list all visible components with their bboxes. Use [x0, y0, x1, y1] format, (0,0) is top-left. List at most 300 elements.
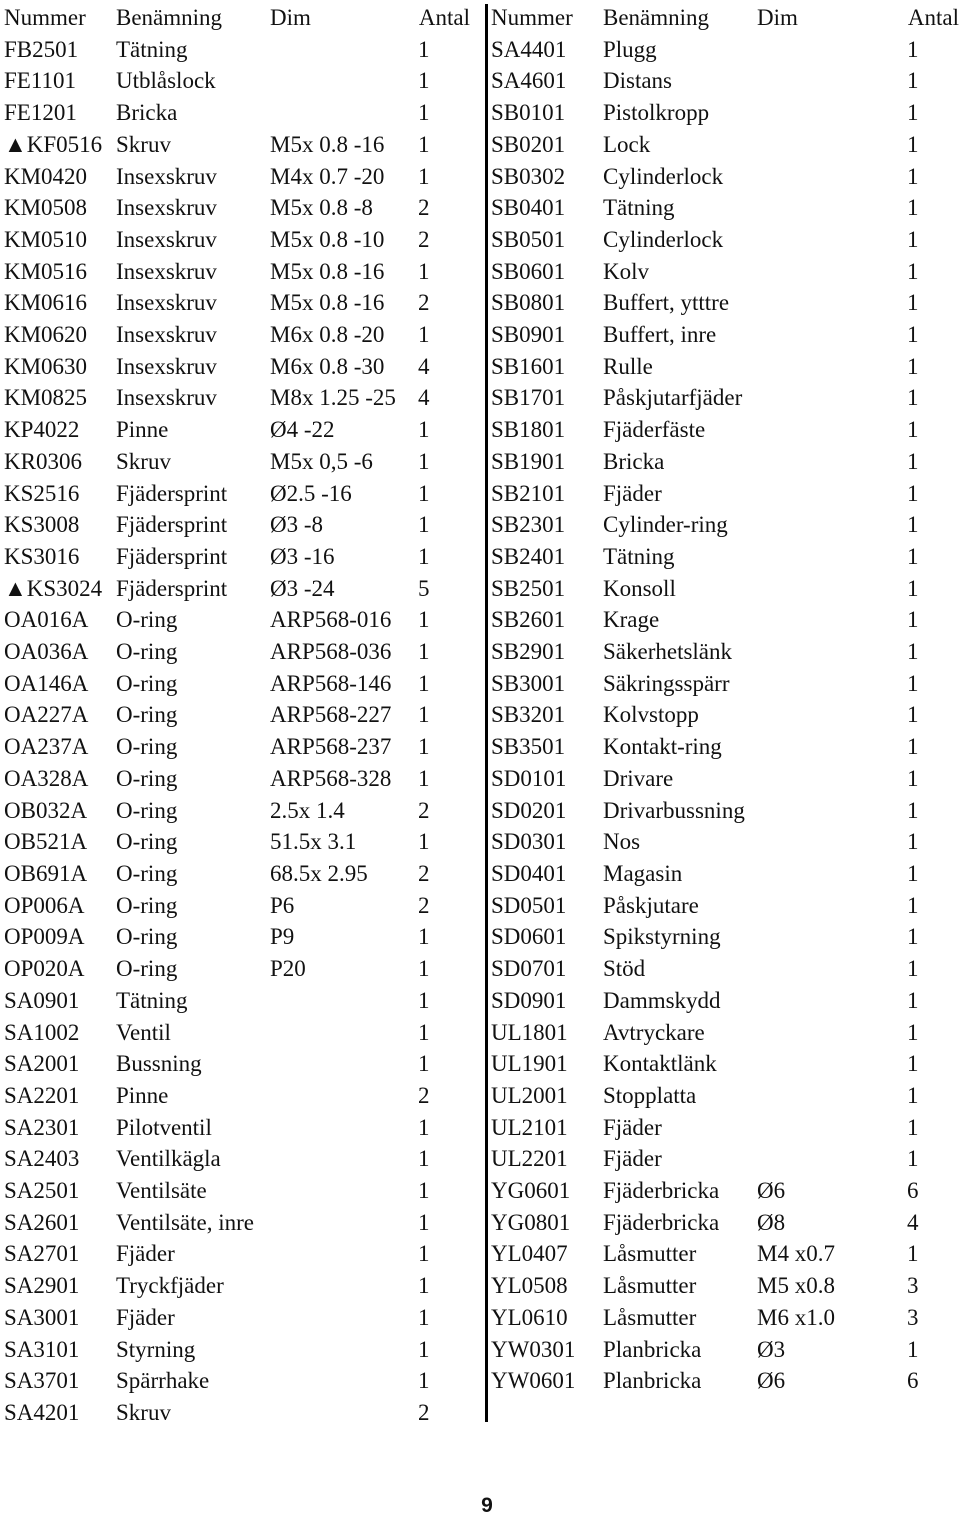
part-number: FB2501 — [4, 36, 79, 62]
part-name: Cylinderlock — [603, 226, 724, 252]
part-name: Spikstyrning — [603, 924, 721, 950]
part-dim — [757, 731, 907, 763]
table-row — [4, 256, 470, 288]
part-qty: 1 — [907, 829, 919, 855]
part-number: SB0901 — [491, 322, 566, 348]
part-name: Nos — [603, 829, 641, 855]
part-number: YW0301 — [491, 1336, 576, 1362]
part-name: Fjädersprint — [116, 543, 228, 569]
part-number: SA2701 — [4, 1241, 80, 1267]
part-qty: 1 — [907, 417, 919, 443]
parts-table-left — [4, 2, 470, 1429]
part-qty: 1 — [418, 1146, 430, 1172]
table-row — [491, 97, 959, 129]
part-number: FE1201 — [4, 100, 77, 126]
header-number: Nummer — [491, 5, 573, 30]
part-dim: M5x 0,5 -6 — [270, 448, 373, 474]
part-dim: M5x 0.8 -16 — [270, 290, 385, 316]
part-number: SA2403 — [4, 1146, 80, 1172]
part-name: Cylinderlock — [603, 163, 724, 189]
table-row — [491, 224, 959, 256]
part-dim — [270, 1302, 418, 1334]
part-qty: 1 — [907, 1082, 919, 1108]
part-name: Planbricka — [603, 1336, 702, 1362]
part-qty: 1 — [418, 322, 430, 348]
table-row — [4, 161, 470, 193]
part-name: Pistolkropp — [603, 100, 710, 126]
part-dim — [270, 1397, 418, 1429]
part-name: O-ring — [116, 829, 178, 855]
header-name: Benämning — [116, 5, 223, 30]
part-dim: ARP568-237 — [270, 734, 392, 760]
part-qty: 1 — [418, 1368, 430, 1394]
header-qty: Antal — [907, 5, 959, 30]
part-dim — [270, 97, 418, 129]
part-number: SD0501 — [491, 892, 567, 918]
part-number: KM0420 — [4, 163, 88, 189]
part-number: SD0301 — [491, 829, 567, 855]
part-qty: 1 — [418, 1178, 430, 1204]
part-qty: 1 — [907, 860, 919, 886]
part-name: Fjäderbricka — [603, 1209, 720, 1235]
table-row — [4, 921, 470, 953]
part-number: KM0620 — [4, 322, 88, 348]
table-row — [4, 1080, 470, 1112]
part-qty: 1 — [907, 100, 919, 126]
part-qty: 2 — [418, 797, 430, 823]
part-number: SB1801 — [491, 417, 566, 443]
part-number: SA2001 — [4, 1051, 80, 1077]
table-row — [491, 795, 959, 827]
part-name: Dammskydd — [603, 987, 721, 1013]
part-qty: 1 — [418, 924, 430, 950]
part-name: Buffert, inre — [603, 322, 717, 348]
part-dim: Ø3 -8 — [270, 512, 324, 538]
part-dim — [757, 668, 907, 700]
part-dim — [757, 573, 907, 605]
part-number: SA0901 — [4, 987, 80, 1013]
part-number: SA2601 — [4, 1209, 80, 1235]
table-row — [491, 1175, 959, 1207]
table-row — [491, 446, 959, 478]
part-qty: 1 — [907, 543, 919, 569]
part-name: O-ring — [116, 956, 178, 982]
part-dim — [270, 1334, 418, 1366]
part-dim: M4x 0.7 -20 — [270, 163, 385, 189]
part-dim — [757, 636, 907, 668]
table-row — [491, 668, 959, 700]
part-name: Konsoll — [603, 575, 676, 601]
table-row — [4, 351, 470, 383]
table-row — [491, 1334, 959, 1366]
table-row — [4, 668, 470, 700]
table-row — [4, 795, 470, 827]
part-qty: 1 — [907, 1114, 919, 1140]
part-qty: 1 — [418, 36, 430, 62]
part-dim: M6x 0.8 -20 — [270, 322, 385, 348]
part-number: OA036A — [4, 639, 89, 665]
part-qty: 2 — [418, 1082, 430, 1108]
part-dim: M8x 1.25 -25 — [270, 385, 396, 411]
part-name: Skruv — [116, 131, 171, 157]
part-dim — [757, 604, 907, 636]
part-dim — [757, 256, 907, 288]
table-row — [4, 1207, 470, 1239]
part-name: Fjäderfäste — [603, 417, 706, 443]
part-qty: 1 — [907, 163, 919, 189]
table-row — [4, 1143, 470, 1175]
part-dim — [757, 1017, 907, 1049]
part-number: SB1601 — [491, 353, 566, 379]
part-dim — [757, 509, 907, 541]
part-dim: Ø3 — [757, 1336, 786, 1362]
part-name: O-ring — [116, 639, 178, 665]
part-number: KM0510 — [4, 226, 88, 252]
table-row — [491, 636, 959, 668]
table-row — [491, 573, 959, 605]
part-dim: M4 x0.7 — [757, 1241, 835, 1267]
part-dim — [757, 890, 907, 922]
part-name: Kontakt-ring — [603, 734, 722, 760]
table-row — [491, 1207, 959, 1239]
table-row — [4, 699, 470, 731]
table-row — [4, 446, 470, 478]
part-name: O-ring — [116, 892, 178, 918]
part-number: UL2001 — [491, 1082, 568, 1108]
part-qty: 1 — [418, 1051, 430, 1077]
part-qty: 1 — [907, 36, 919, 62]
part-number: SB3201 — [491, 702, 566, 728]
part-qty: 1 — [418, 765, 430, 791]
table-row — [4, 858, 470, 890]
table-row — [491, 161, 959, 193]
part-qty: 1 — [418, 702, 430, 728]
part-name: Kontaktlänk — [603, 1051, 717, 1077]
part-dim — [270, 1175, 418, 1207]
part-qty: 1 — [907, 131, 919, 157]
part-qty: 1 — [907, 512, 919, 538]
part-qty: 1 — [418, 68, 430, 94]
part-dim: P9 — [270, 924, 295, 950]
table-row — [4, 731, 470, 763]
part-name: Tryckfjäder — [116, 1273, 224, 1299]
part-name: O-ring — [116, 734, 178, 760]
part-qty: 1 — [907, 765, 919, 791]
part-dim — [757, 414, 907, 446]
part-dim: M5 x0.8 — [757, 1273, 835, 1299]
part-dim: Ø3 -24 — [270, 575, 335, 601]
part-dim — [757, 953, 907, 985]
part-name: Cylinder-ring — [603, 512, 728, 538]
table-row — [491, 65, 959, 97]
table-row — [491, 890, 959, 922]
part-dim — [270, 1143, 418, 1175]
part-name: Fjäderbricka — [603, 1178, 720, 1204]
part-qty: 1 — [418, 670, 430, 696]
table-row — [4, 478, 470, 510]
part-name: Låsmutter — [603, 1304, 697, 1330]
part-name: Bussning — [116, 1051, 202, 1077]
part-name: Bricka — [116, 100, 178, 126]
table-row — [4, 129, 470, 161]
part-name: Fjädersprint — [116, 575, 228, 601]
table-row — [491, 731, 959, 763]
part-number: SA2201 — [4, 1082, 80, 1108]
part-dim — [270, 1080, 418, 1112]
table-row — [4, 636, 470, 668]
part-dim — [270, 34, 418, 66]
part-number: UL1901 — [491, 1051, 568, 1077]
part-number: SA2501 — [4, 1178, 80, 1204]
part-dim: M5x 0.8 -16 — [270, 131, 385, 157]
part-dim: ARP568-328 — [270, 765, 392, 791]
parts-table-right — [491, 2, 959, 1397]
part-dim — [270, 985, 418, 1017]
part-number: YG0801 — [491, 1209, 571, 1235]
table-row — [491, 826, 959, 858]
part-dim: ARP568-016 — [270, 607, 392, 633]
table-row — [4, 382, 470, 414]
table-header-row — [4, 2, 470, 34]
parts-list-right — [491, 34, 959, 1397]
part-dim: ARP568-036 — [270, 639, 392, 665]
part-qty: 3 — [907, 1304, 919, 1330]
table-row — [4, 1270, 470, 1302]
part-dim: Ø3 -16 — [270, 543, 335, 569]
part-dim: P20 — [270, 956, 306, 982]
part-name: Magasin — [603, 860, 683, 886]
table-row — [491, 34, 959, 66]
part-qty: 1 — [907, 290, 919, 316]
part-number: YG0601 — [491, 1178, 571, 1204]
part-name: Stopplatta — [603, 1082, 697, 1108]
part-qty: 1 — [907, 258, 919, 284]
part-name: O-ring — [116, 797, 178, 823]
part-qty: 2 — [418, 195, 430, 221]
part-dim: M6 x1.0 — [757, 1304, 835, 1330]
part-qty: 1 — [907, 1336, 919, 1362]
part-name: Bricka — [603, 448, 665, 474]
part-name: Insexskruv — [116, 195, 217, 221]
part-dim — [757, 382, 907, 414]
table-row — [491, 1048, 959, 1080]
part-qty: 3 — [907, 1273, 919, 1299]
part-dim — [757, 985, 907, 1017]
part-dim: Ø6 — [757, 1368, 786, 1394]
part-qty: 1 — [907, 956, 919, 982]
part-qty: 1 — [907, 195, 919, 221]
table-row — [4, 573, 470, 605]
table-row — [4, 34, 470, 66]
part-dim — [757, 287, 907, 319]
table-row — [4, 287, 470, 319]
part-dim — [757, 129, 907, 161]
parts-list-left — [4, 34, 470, 1429]
table-row — [491, 382, 959, 414]
table-row — [4, 985, 470, 1017]
table-row — [491, 604, 959, 636]
table-row — [491, 414, 959, 446]
part-qty: 1 — [907, 797, 919, 823]
part-qty: 1 — [418, 100, 430, 126]
part-qty: 1 — [418, 1241, 430, 1267]
part-name: Insexskruv — [116, 290, 217, 316]
part-qty: 4 — [418, 353, 430, 379]
part-qty: 1 — [418, 417, 430, 443]
header-number: Nummer — [4, 5, 86, 30]
part-name: Avtryckare — [603, 1019, 705, 1045]
part-name: Fjäder — [116, 1304, 175, 1330]
part-number: SB0401 — [491, 195, 566, 221]
part-name: Säkringsspärr — [603, 670, 730, 696]
part-dim — [757, 826, 907, 858]
column-divider — [485, 4, 488, 1422]
part-number: UL1801 — [491, 1019, 568, 1045]
part-dim: 68.5x 2.95 — [270, 860, 368, 886]
part-number: SA4601 — [491, 68, 567, 94]
part-qty: 1 — [418, 734, 430, 760]
part-number: UL2101 — [491, 1114, 568, 1140]
table-header-row — [491, 2, 959, 34]
table-row — [4, 604, 470, 636]
part-number: SA3701 — [4, 1368, 80, 1394]
part-name: Låsmutter — [603, 1273, 697, 1299]
part-name: Krage — [603, 607, 660, 633]
table-row — [491, 129, 959, 161]
table-row — [491, 541, 959, 573]
part-name: Säkerhetslänk — [603, 639, 733, 665]
table-row — [4, 1397, 470, 1429]
part-dim — [757, 921, 907, 953]
part-dim — [757, 858, 907, 890]
table-row — [4, 414, 470, 446]
part-dim — [757, 763, 907, 795]
part-number: OA328A — [4, 765, 89, 791]
part-qty: 1 — [907, 1019, 919, 1045]
table-row — [491, 478, 959, 510]
part-number: KS3016 — [4, 543, 80, 569]
part-dim — [757, 478, 907, 510]
part-name: Pinne — [116, 1082, 169, 1108]
part-dim — [757, 541, 907, 573]
part-qty: 1 — [907, 448, 919, 474]
part-dim — [270, 1048, 418, 1080]
part-qty: 1 — [418, 829, 430, 855]
table-row — [491, 287, 959, 319]
part-name: Påskjutarfjäder — [603, 385, 743, 411]
table-row — [4, 1017, 470, 1049]
part-number: YW0601 — [491, 1368, 576, 1394]
table-row — [491, 351, 959, 383]
part-number: SA3001 — [4, 1304, 80, 1330]
part-qty: 1 — [907, 892, 919, 918]
part-qty: 1 — [418, 131, 430, 157]
part-name: Tätning — [116, 36, 188, 62]
part-qty: 1 — [907, 353, 919, 379]
part-dim — [270, 1270, 418, 1302]
part-qty: 1 — [418, 512, 430, 538]
part-number: SB0101 — [491, 100, 566, 126]
part-number: OB032A — [4, 797, 88, 823]
part-number: UL2201 — [491, 1146, 568, 1172]
part-number: KP4022 — [4, 417, 80, 443]
part-number: SA4201 — [4, 1399, 80, 1425]
part-dim — [270, 1365, 418, 1397]
part-qty: 1 — [907, 702, 919, 728]
part-number: KS3008 — [4, 512, 80, 538]
part-name: Distans — [603, 68, 672, 94]
part-number: SD0901 — [491, 987, 567, 1013]
part-name: O-ring — [116, 765, 178, 791]
part-qty: 2 — [418, 226, 430, 252]
part-qty: 1 — [418, 1209, 430, 1235]
part-qty: 1 — [907, 385, 919, 411]
part-number: SA1002 — [4, 1019, 80, 1045]
part-number: ▲KF0516 — [4, 131, 103, 157]
part-name: O-ring — [116, 924, 178, 950]
part-dim — [270, 1017, 418, 1049]
part-qty: 1 — [418, 1019, 430, 1045]
table-row — [491, 921, 959, 953]
part-dim — [757, 446, 907, 478]
part-number: SB2901 — [491, 639, 566, 665]
table-row — [491, 192, 959, 224]
part-qty: 1 — [907, 1051, 919, 1077]
part-number: SB1901 — [491, 448, 566, 474]
table-row — [4, 541, 470, 573]
part-number: SA4401 — [491, 36, 567, 62]
part-number: SB3001 — [491, 670, 566, 696]
part-number: YL0610 — [491, 1304, 568, 1330]
part-name: Tätning — [603, 195, 675, 221]
part-name: Skruv — [116, 1399, 171, 1425]
part-number: SD0201 — [491, 797, 567, 823]
table-row — [4, 1302, 470, 1334]
part-name: Insexskruv — [116, 353, 217, 379]
table-row — [4, 1175, 470, 1207]
part-dim: Ø2.5 -16 — [270, 480, 352, 506]
part-qty: 1 — [418, 1336, 430, 1362]
table-row — [4, 1112, 470, 1144]
part-number: SD0401 — [491, 860, 567, 886]
part-dim — [757, 699, 907, 731]
table-row — [4, 509, 470, 541]
page-number: 9 — [481, 1494, 493, 1517]
part-qty: 1 — [418, 956, 430, 982]
table-row — [491, 858, 959, 890]
part-dim — [270, 65, 418, 97]
part-name: Ventilsäte, inre — [116, 1209, 254, 1235]
part-name: Pilotventil — [116, 1114, 212, 1140]
part-number: SB1701 — [491, 385, 566, 411]
part-name: O-ring — [116, 702, 178, 728]
part-name: O-ring — [116, 860, 178, 886]
part-qty: 1 — [907, 987, 919, 1013]
part-name: O-ring — [116, 670, 178, 696]
part-name: Påskjutare — [603, 892, 699, 918]
part-number: SD0101 — [491, 765, 567, 791]
part-dim — [757, 65, 907, 97]
part-number: KM0516 — [4, 258, 88, 284]
part-name: Fjäder — [116, 1241, 175, 1267]
part-dim — [757, 97, 907, 129]
part-name: Tätning — [603, 543, 675, 569]
part-qty: 1 — [907, 575, 919, 601]
part-name: Ventil — [116, 1019, 171, 1045]
part-name: Tätning — [116, 987, 188, 1013]
part-number: OP020A — [4, 956, 85, 982]
table-row — [491, 1270, 959, 1302]
